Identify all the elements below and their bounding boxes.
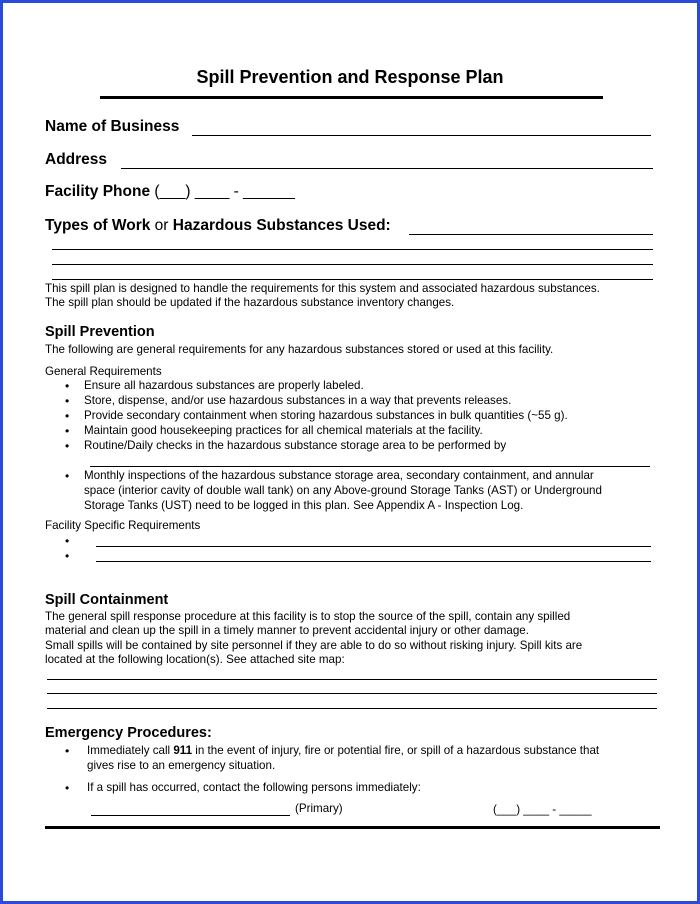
bottom-rule xyxy=(45,826,660,829)
list-item: • If a spill has occurred, contact the following persons immediately: xyxy=(65,781,421,795)
prevention-heading: Spill Prevention xyxy=(45,324,155,340)
containment-line: located at the following location(s). See attached site map: xyxy=(45,653,345,666)
list-item: • Store, dispense, and/or use hazardous substances in a way that prevents releases. xyxy=(65,394,512,408)
containment-line: The general spill response procedure at this facility is to stop the source of the spill, contain any spilled xyxy=(45,610,571,623)
address-label: Address xyxy=(45,151,108,168)
spill-kit-location-field[interactable] xyxy=(47,679,657,680)
primary-contact-field[interactable] xyxy=(91,815,290,816)
list-item: • Maintain good housekeeping practices for all chemical materials at the facility. xyxy=(65,424,483,438)
types-label: Types of Work or Hazardous Substances Used: xyxy=(45,217,391,234)
types-field-line[interactable] xyxy=(52,279,653,280)
primary-contact-phone[interactable]: (___) ____ - _____ xyxy=(493,803,592,816)
types-field-line[interactable] xyxy=(52,264,653,265)
business-field[interactable] xyxy=(192,135,651,136)
spill-kit-location-field[interactable] xyxy=(47,708,657,709)
business-label: Name of Business xyxy=(45,118,180,135)
page-title: Spill Prevention and Response Plan xyxy=(196,67,504,87)
emergency-list: • Immediately call 911 in the event of injury, fire or potential fire, or spill of a hazardous substance that gives rise to an emergency situation. • If a spill has occurred, contact the following persons immediately: xyxy=(65,744,600,795)
types-field-line[interactable] xyxy=(52,249,653,250)
facility-specific-list: • • xyxy=(65,534,70,563)
types-field[interactable] xyxy=(409,234,653,235)
facility-specific-label: Facility Specific Requirements xyxy=(45,519,201,532)
emergency-heading: Emergency Procedures: xyxy=(45,725,212,741)
title-underline xyxy=(100,96,603,99)
address-field[interactable] xyxy=(121,168,653,169)
containment-line: Small spills will be contained by site personnel if they are able to do so without risking injury. Spill kits are xyxy=(45,639,583,652)
prevention-intro: The following are general requirements for any hazardous substances stored or used at this facility. xyxy=(45,343,554,356)
monthly-inspection-item: • Monthly inspections of the hazardous substance storage area, secondary containment, and annular space (interior cavity of double wall tank) on any Above-ground Storage Tanks (AST) or Underground Storage Tanks (UST) need to be logged in this plan. See Appendix A - Inspection Log. xyxy=(65,469,602,512)
phone-label: Facility Phone xyxy=(45,183,151,200)
general-requirements-list xyxy=(65,379,665,459)
list-item: • Routine/Daily checks in the hazardous substance storage area to be performed by xyxy=(65,439,507,453)
list-item: • Immediately call 911 in the event of injury, fire or potential fire, or spill of a hazardous substance that xyxy=(65,744,600,758)
phone-pattern: (___) ____ - ______ xyxy=(154,183,295,200)
spill-kit-location-field[interactable] xyxy=(47,693,657,694)
primary-label: (Primary) xyxy=(295,802,343,815)
list-item: • Ensure all hazardous substances are properly labeled. xyxy=(65,379,364,393)
intro-line: This spill plan is designed to handle the requirements for this system and associated hazardous substances. xyxy=(45,282,600,295)
inspector-field[interactable] xyxy=(90,466,650,467)
specific-requirement-field[interactable] xyxy=(96,561,651,562)
containment-line: material and clean up the spill in a timely manner to prevent accidental injury or other damage. xyxy=(45,624,529,637)
list-item: • Provide secondary containment when storing hazardous substances in bulk quantities (~55 g). xyxy=(65,409,568,423)
specific-requirement-field[interactable] xyxy=(96,546,651,547)
phone-field[interactable] xyxy=(45,183,295,201)
containment-heading: Spill Containment xyxy=(45,592,169,608)
general-requirements-label: General Requirements xyxy=(45,365,162,378)
emergency-number: 911 xyxy=(173,744,193,757)
intro-line: The spill plan should be updated if the hazardous substance inventory changes. xyxy=(45,296,455,309)
